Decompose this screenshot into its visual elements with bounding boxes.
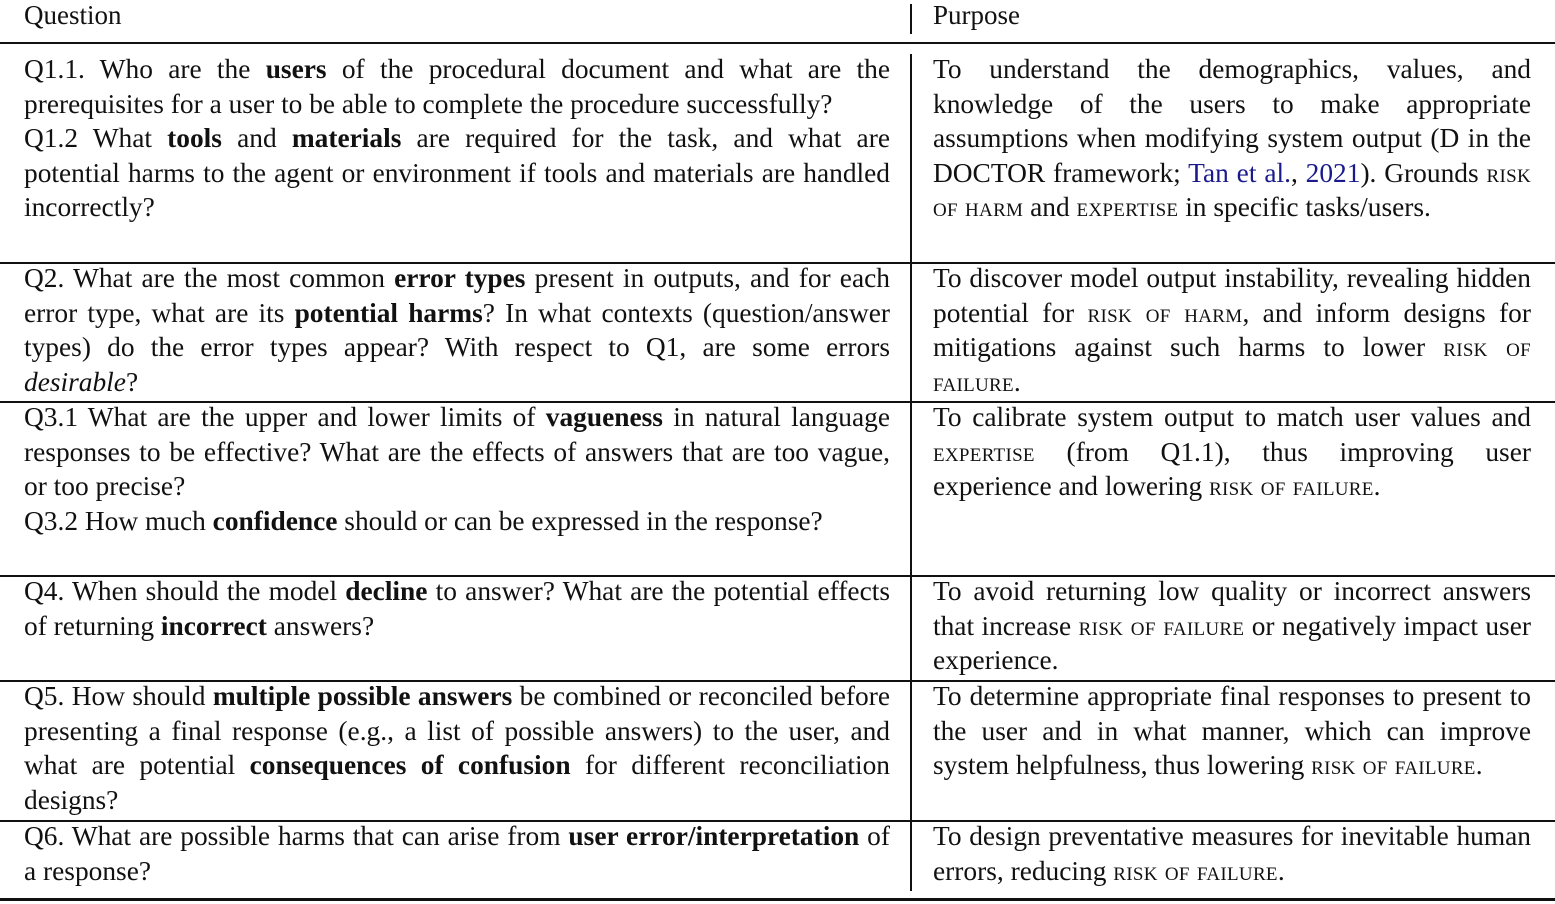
question-text: Q1.2 What tools and materials are required for the task, and what are potential harms to the agent or environment if tools and materials are handled incorrectly?: [24, 123, 890, 223]
question-cell: [24, 261, 890, 399]
purpose-cell: [933, 261, 1531, 399]
question-text: Q2. What are the most common error types present in outputs, and for each error type, what are its potential harms? In what contexts (question/answer types) do the error types appear? With respect to Q1, are some errors desirable?: [24, 263, 890, 397]
table-header: [0, 0, 1555, 42]
bottom-rule: [0, 898, 1555, 901]
table-row: [0, 400, 1555, 575]
question-text: Q5. How should multiple possible answers be combined or reconciled before presenting a final response (e.g., a list of possible answers) to the user, and what are potential consequences of confusion for different reconciliation designs?: [24, 681, 890, 815]
purpose-text: To avoid returning low quality or incorrect answers that increase risk of failure or negatively impact user experience.: [933, 576, 1531, 676]
question-cell: [24, 52, 890, 225]
purpose-text: To design preventative measures for inevitable human errors, reducing risk of failure.: [933, 821, 1531, 886]
column-divider: [910, 263, 912, 402]
table-row: [0, 261, 1555, 401]
purpose-text: To discover model output instability, revealing hidden potential for risk of harm, and inform designs for mitigations against such harms to lower risk of failure.: [933, 263, 1531, 397]
question-text: Q6. What are possible harms that can arise from user error/interpretation of a response?: [24, 821, 890, 886]
table-row: [0, 52, 1555, 262]
purpose-cell: [933, 574, 1531, 678]
purpose-text: To understand the demographics, values, and knowledge of the users to make appropriate assumptions when modifying system output (D in the DOCTOR framework; Tan et al., 2021). Grounds risk of harm and expertise in specific tasks/users.: [933, 54, 1531, 223]
column-divider: [910, 54, 912, 262]
purpose-text: To determine appropriate final responses to present to the user and in what manner, which can improve system helpfulness, thus lowering risk of failure.: [933, 681, 1531, 781]
question-cell: [24, 679, 890, 817]
column-divider: [910, 821, 912, 891]
table-row: [0, 819, 1555, 894]
header-column-divider: [910, 4, 912, 34]
purpose-cell: [933, 679, 1531, 783]
citation-year-link[interactable]: 2021: [1305, 157, 1361, 188]
question-text: Q3.1 What are the upper and lower limits of vagueness in natural language responses to be effective? What are the effects of answers that are too vague, or too precise?: [24, 402, 890, 502]
citation-link[interactable]: Tan et al.: [1188, 157, 1291, 188]
column-divider: [910, 402, 912, 575]
table-row: [0, 679, 1555, 820]
question-text: Q3.2 How much confidence should or can be expressed in the response?: [24, 505, 823, 536]
header-rule: [0, 42, 1555, 44]
header-purpose: Purpose: [933, 0, 1020, 30]
purpose-cell: [933, 819, 1531, 888]
question-text: Q4. When should the model decline to answer? What are the potential effects of returning incorrect answers?: [24, 576, 890, 641]
column-divider: [910, 576, 912, 680]
table-row: [0, 574, 1555, 680]
question-cell: [24, 819, 890, 888]
purpose-cell: [933, 52, 1531, 225]
question-cell: [24, 574, 890, 643]
purpose-cell: [933, 400, 1531, 504]
purpose-text: To calibrate system output to match user values and expertise (from Q1.1), thus improving user experience and lowering risk of failure.: [933, 402, 1531, 502]
question-text: Q1.1. Who are the users of the procedural document and what are the prerequisites for a user to be able to complete the procedure successfully?: [24, 54, 890, 119]
column-divider: [910, 681, 912, 820]
header-question: Question: [24, 0, 122, 30]
question-cell: [24, 400, 890, 538]
